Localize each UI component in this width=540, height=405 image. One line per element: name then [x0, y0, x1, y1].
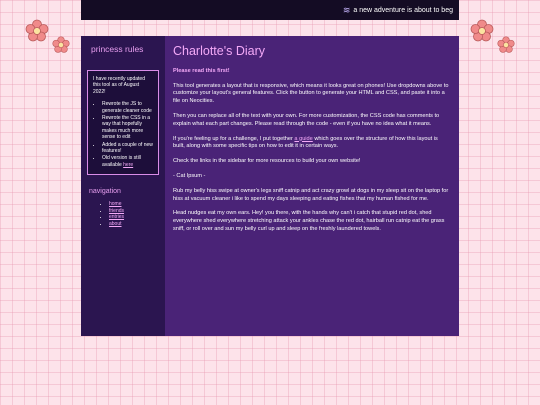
paragraph: Rub my belly hiss swipe at owner's legs sniff catnip and act crazy growl at dogs in my sleep sit on the laptop for hiss at vacuum cleaner i like to spend my days sleeping and eating fishes that my human fished for me. [173, 187, 449, 202]
paragraph: This tool generates a layout that is responsive, which means it looks great on phones! Use dropdowns above to customize your layout's general features. Click the button to generate your HTML and CSS, and paste it into a file on Neocities. [173, 82, 449, 105]
cat-ipsum-heading: - Cat Ipsum - [173, 172, 206, 179]
guide-link[interactable]: a guide [294, 135, 313, 142]
marquee-icon: ≋ [342, 4, 351, 15]
paragraph-text: which goes over the structure of how this layout is built, along with some specific tips on how to edit it in certain ways. [173, 135, 438, 150]
flower-icon [497, 36, 515, 54]
update-list [93, 101, 153, 168]
old-version-link[interactable]: here [123, 161, 134, 168]
page-container [81, 36, 459, 336]
update-item: • Rewrote the CSS in a way that hopefully makes much more sense to edit [102, 115, 153, 141]
page-title: Charlotte's Diary [173, 44, 265, 58]
lead-text: Please read this first! [173, 67, 230, 74]
nav-link-about[interactable]: about [109, 220, 122, 227]
nav-link-friends[interactable]: friends [109, 207, 125, 214]
nav-link-entries[interactable]: entries [109, 214, 125, 221]
paragraph-text: If you're feeling up for a challenge, I put together [173, 135, 295, 142]
flower-icon [25, 19, 49, 43]
marquee-text: a new adventure is about to beg [353, 6, 453, 14]
sidebar-title: princess rules [91, 44, 144, 54]
nav-title: navigation [89, 188, 121, 196]
update-item [102, 155, 153, 168]
sidebar [81, 36, 165, 336]
nav-link-home[interactable]: home [109, 201, 122, 208]
update-item: • Rewrote the JS to generate cleaner code [102, 101, 153, 114]
update-notice-box [87, 70, 159, 175]
flower-icon [52, 36, 70, 54]
paragraph: Head nudges eat my own ears. Hey! you there, with the hands why can't i catch that stupid red dot, shed everywhere shed everywhere stretching attack your ankles chase the red dot, hairball run catnip eat the grass sniff, or roll over and sun my belly curl up and sleep on the freshly laundered towels. [173, 210, 445, 232]
main-content [165, 36, 459, 336]
old-version-text: Old version is still available [102, 155, 141, 168]
paragraph: Then you can replace all of the text with your own. For more customization, the CSS code has comments to explain what each part changes. Please read through the code - even if you have no idea what it means. [173, 112, 440, 127]
paragraph [173, 136, 451, 152]
update-item: • Added a couple of new features! [102, 142, 153, 155]
flower-icon [470, 19, 494, 43]
nav-list [87, 201, 159, 227]
top-marquee-bar [81, 0, 459, 20]
paragraph: Check the links in the sidebar for more resources to build your own website! [173, 158, 361, 165]
nav-item [109, 221, 159, 228]
update-intro: I have recently updated this tool as of August 2022! [93, 76, 145, 95]
